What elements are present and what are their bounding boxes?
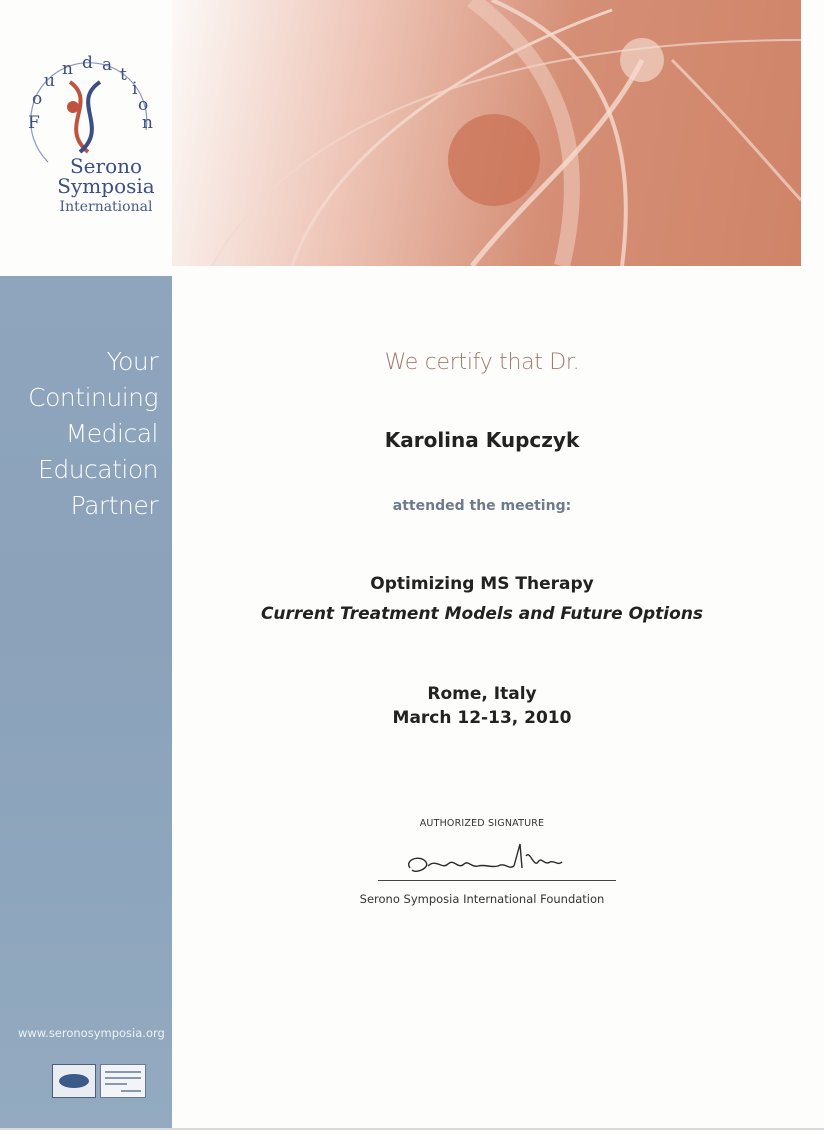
certify-intro: We certify that Dr. xyxy=(384,350,580,375)
quality-cert-logo xyxy=(100,1064,146,1098)
logo-name-line1: Serono xyxy=(69,154,143,178)
header-banner xyxy=(172,0,801,266)
meeting-location: Rome, Italy xyxy=(427,684,537,704)
helix-graphic xyxy=(172,0,801,266)
sidebar-band xyxy=(0,276,172,1130)
svg-text:F o u: F o u n d a t i o n xyxy=(28,53,153,133)
signature-line xyxy=(378,880,616,881)
meeting-dates: March 12-13, 2010 xyxy=(392,708,572,728)
website-url: www.seronosymposia.org xyxy=(18,1026,165,1040)
page-edge xyxy=(0,1128,824,1130)
tagline-line: Partner xyxy=(70,491,158,520)
foundation-logo xyxy=(18,52,168,222)
tagline-line: Your xyxy=(106,347,158,376)
certification-logos xyxy=(52,1064,148,1100)
tagline xyxy=(28,344,158,524)
meeting-title: Optimizing MS Therapy xyxy=(370,574,594,594)
tagline-line: Medical xyxy=(65,419,158,448)
logo-name-line2: Symposia xyxy=(57,174,155,198)
attended-label: attended the meeting: xyxy=(392,498,572,514)
quality-cert-logo xyxy=(52,1064,96,1098)
tagline-line: Education xyxy=(38,455,158,484)
recipient-name: Karolina Kupczyk xyxy=(384,428,580,452)
signature-organization: Serono Symposia International Foundation xyxy=(359,892,605,906)
signature-label: AUTHORIZED SIGNATURE xyxy=(419,818,545,829)
tagline-line: Continuing xyxy=(28,383,158,412)
meeting-subtitle: Current Treatment Models and Future Options xyxy=(260,604,704,624)
handwritten-signature xyxy=(402,838,582,880)
logo-name-line3: International xyxy=(59,199,153,215)
